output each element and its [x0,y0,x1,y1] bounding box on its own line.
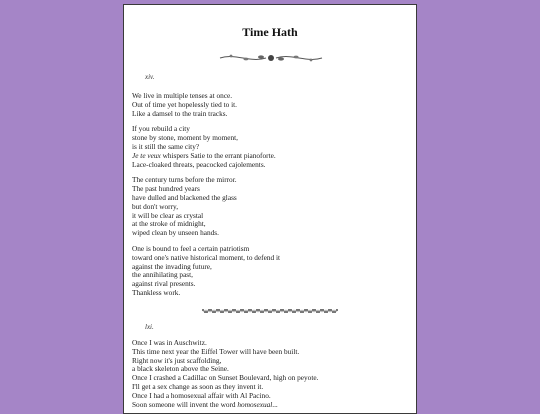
poem-line: is it still the same city? [132,141,200,151]
poem-line: If you rebuild a city [132,124,190,134]
stanza [132,245,410,298]
wavy-divider-icon [202,308,338,314]
poem-line: stone by stone, moment by moment, [132,133,238,143]
poem-line: Thankless work. [132,287,181,297]
section-lxi-text [132,339,410,409]
stanza [132,92,410,118]
poem-line: Once I was in Auschwitz. [132,338,207,347]
poem-line: One is bound to feel a certain patriotism [132,243,250,253]
poem-line: Like a damsel to the train tracks. [132,108,228,118]
poem-line: Once I had a homosexual affair with Al Pacino. [132,390,271,400]
document-page [123,4,417,414]
poem-line: Once I crashed a Cadillac on Sunset Boulevard, high on peyote. [132,373,319,383]
poem-line: wiped clean by unseen hands. [132,228,219,238]
section-label-lxi: lxi. [145,323,154,331]
poem-line: against rival presents. [132,279,196,289]
poem-line: Je te veux whispers Satie to the errant pianoforte. [132,150,276,160]
stanza [132,125,410,169]
poem-line: but don't worry, [132,201,179,211]
poem-line: toward one's native historical moment, to defend it [132,252,281,262]
poem-line: Right now it's just scaffolding, [132,355,222,365]
italic-phrase: Je te veux [132,150,161,160]
poem-line: a black skeleton above the Seine. [132,364,229,374]
section-xiv-text [132,92,410,305]
poem-line: I'll get a sex change as soon as they invent it. [132,381,264,391]
poem-line: have dulled and blackened the glass [132,192,237,202]
poem-line: Soon someone will invent the word homosexual... [132,399,278,409]
poem-line: The century turns before the mirror. [132,175,237,185]
poem-title: Time Hath [242,25,298,39]
poem-line: Lace-cloaked threats, peacocked cajolements. [132,159,266,169]
floral-ornament-icon [216,51,326,65]
poem-line: We live in multiple tenses at once. [132,91,233,100]
poem-line: against the invading future, [132,261,212,271]
poem-line: at the stroke of midnight, [132,219,206,229]
stanza [132,176,410,238]
poem-line: Out of time yet hopelessly tied to it. [132,99,237,109]
section-label-xiv: xiv. [145,73,155,81]
poem-line: This time next year the Eiffel Tower will have been built. [132,346,300,356]
poem-line: it will be clear as crystal [132,210,204,220]
poem-line: the annihilating past, [132,270,193,280]
poem-line: The past hundred years [132,184,200,194]
